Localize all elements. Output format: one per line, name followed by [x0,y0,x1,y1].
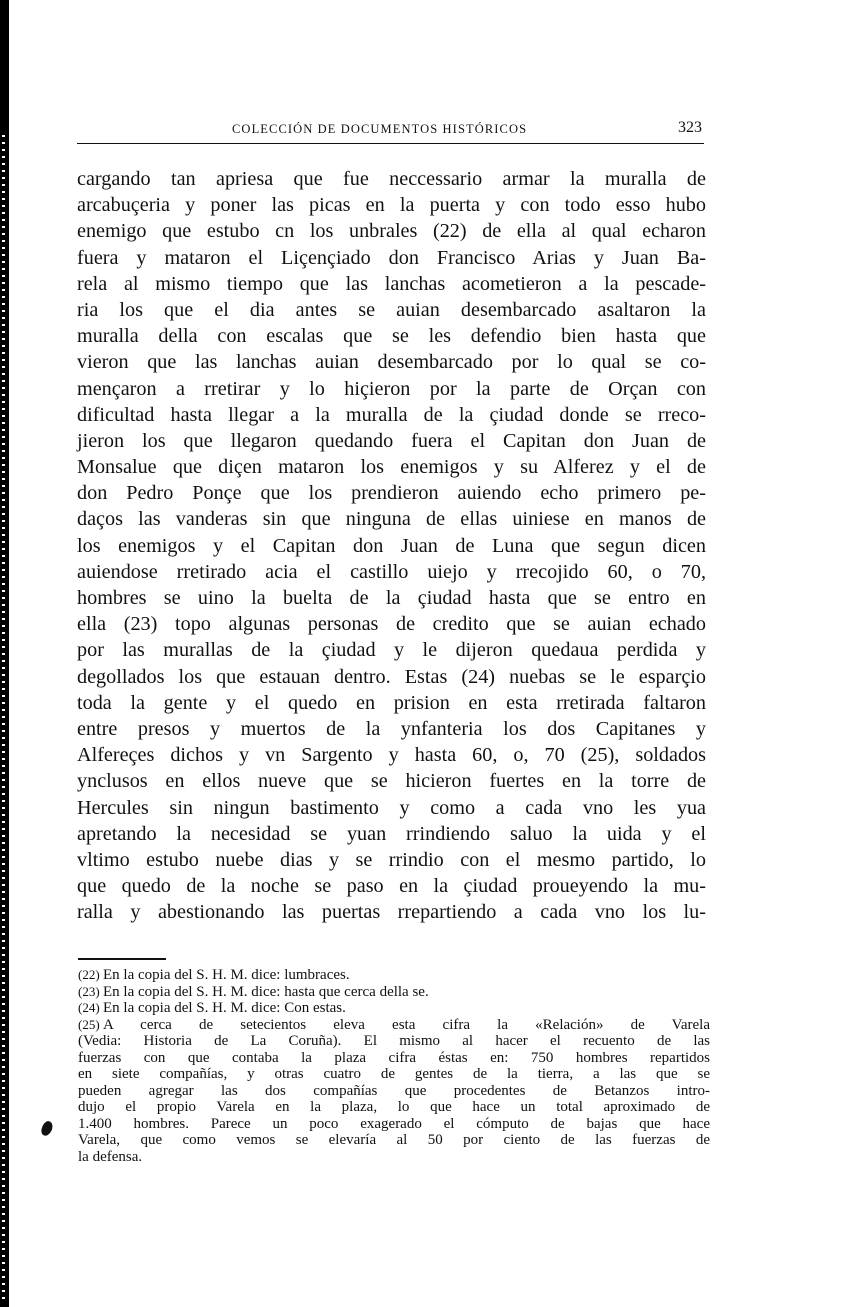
body-line: por las murallas de la çiudad y le dijeron quedaua perdida y [77,639,706,662]
body-line: ria los que el dia antes se auian desembarcado asaltaron la [77,298,706,321]
footnote [78,983,710,1001]
ink-blot [39,1120,54,1138]
body-line: Hercules sin ningun bastimento y como a cada vno les yua [77,796,706,819]
body-line: entre presos y muertos de la ynfanteria los dos Capitanes y [77,717,706,740]
body-line: fuera y mataron el Liçençiado don Francisco Arias y Juan Ba- [77,246,706,269]
footnote-text: En la copia del S. H. M. dice: lumbraces. [103,967,350,983]
footnote-separator [78,958,166,960]
body-line: arcabuçeria y poner las picas en la puerta y con todo esso hubo [77,194,706,217]
body-line: muralla della con escalas que se les defendio bien hasta que [77,325,706,348]
page-number: 323 [678,119,702,136]
body-line: vltimo estubo nuebe dias y se rrindio con el mesmo partido, lo [77,848,706,871]
footnote-text: Varela, que como vemos se elevaría al 50 por ciento de las fuerzas de [78,1132,710,1148]
body-line: ella (23) topo algunas personas de credito que se auian echado [77,613,706,636]
footnote-text: En la copia del S. H. M. dice: Con estas. [103,1000,346,1016]
body-line: ralla y abestionando las puertas rrepartiendo a cada vno los lu- [77,901,706,924]
body-line: cargando tan apriesa que fue neccessario armar la muralla de [77,168,706,190]
footnote [78,1000,710,1017]
footnote-text: 1.400 hombres. Parece un poco exagerado el cómputo de bajas que hace [78,1115,710,1132]
body-line: ynclusos en ellos nueve que se hicieron fuertes en la torre de [77,770,706,793]
body-line: mençaron a rretirar y lo hiçieron por la parte de Orçan con [77,377,706,400]
body-line: dificultad hasta llegar a la muralla de la çiudad donde se rreco- [77,403,706,426]
footnote [78,967,710,984]
body-line: toda la gente y el quedo en prision en esta rretirada faltaron [77,691,706,714]
body-line: Monsalue que diçen mataron los enemigos y su Alferez y el de [77,456,706,479]
body-line: que quedo de la noche se paso en la çiudad proueyendo la mu- [77,875,706,898]
running-title: COLECCIÓN DE DOCUMENTOS HISTÓRICOS [232,122,528,136]
footnote-number: (23) [78,983,100,999]
body-line: rela al mismo tiempo que las lanchas acometieron a la pescade- [77,272,706,295]
footnote [78,1016,710,1166]
footnote-text: dujo el propio Varela en la plaza, lo que hace un total aproximado de [78,1099,710,1115]
footnote-text: (Vedia: Historia de La Coruña). El mismo al hacer el recuento de las [78,1033,710,1049]
body-line: jieron los que llegaron quedando fuera el Capitan don Juan de [77,429,706,452]
body-line: enemigo que estubo cn los unbrales (22) de ella al qual echaron [77,220,706,243]
footnote-number: (25) [78,1016,100,1032]
footnote-text: la defensa. [78,1148,143,1165]
footnotes [78,967,710,1165]
body-line: daços las vanderas sin que ninguna de ellas uiniese en manos de [77,508,706,531]
body-line: degollados los que estauan dentro. Estas (24) nuebas se le esparçio [77,665,706,688]
body-line: vieron que las lanchas auian desembarcado por lo qual se co- [77,351,706,374]
scan-border [0,0,9,1307]
footnote-text: pueden agregar las dos compañías que procedentes de Betanzos intro- [78,1082,710,1099]
footnote-number: (22) [78,967,100,982]
footnote-number: (24) [78,1000,100,1015]
body-line: los enemigos y el Capitan don Juan de Luna que segun dicen [77,534,706,557]
body-line: auiendose rretirado acia el castillo uiejo y rrecojido 60, o 70, [77,560,706,583]
running-header [77,117,704,144]
body-line: apretando la necesidad se yuan rrindiendo saluo la uida y el [77,822,706,845]
footnote-text: en siete compañías, y otras cuatro de gentes de la tierra, a las que se [78,1066,710,1082]
body-line: don Pedro Ponçe que los prendieron auiendo echo primero pe- [77,482,706,505]
body-text [77,166,706,925]
footnote-text: A cerca de setecientos eleva esta cifra la «Relación» de Varela [103,1016,710,1033]
body-line: hombres se uino la buelta de la çiudad hasta que se entro en [77,587,706,609]
body-line: Alfereçes dichos y vn Sargento y hasta 60, o, 70 (25), soldados [77,744,706,767]
footnote-text: fuerzas con que contaba la plaza cifra éstas en: 750 hombres repartidos [78,1049,710,1066]
footnote-text: En la copia del S. H. M. dice: hasta que cerca della se. [103,983,429,1000]
